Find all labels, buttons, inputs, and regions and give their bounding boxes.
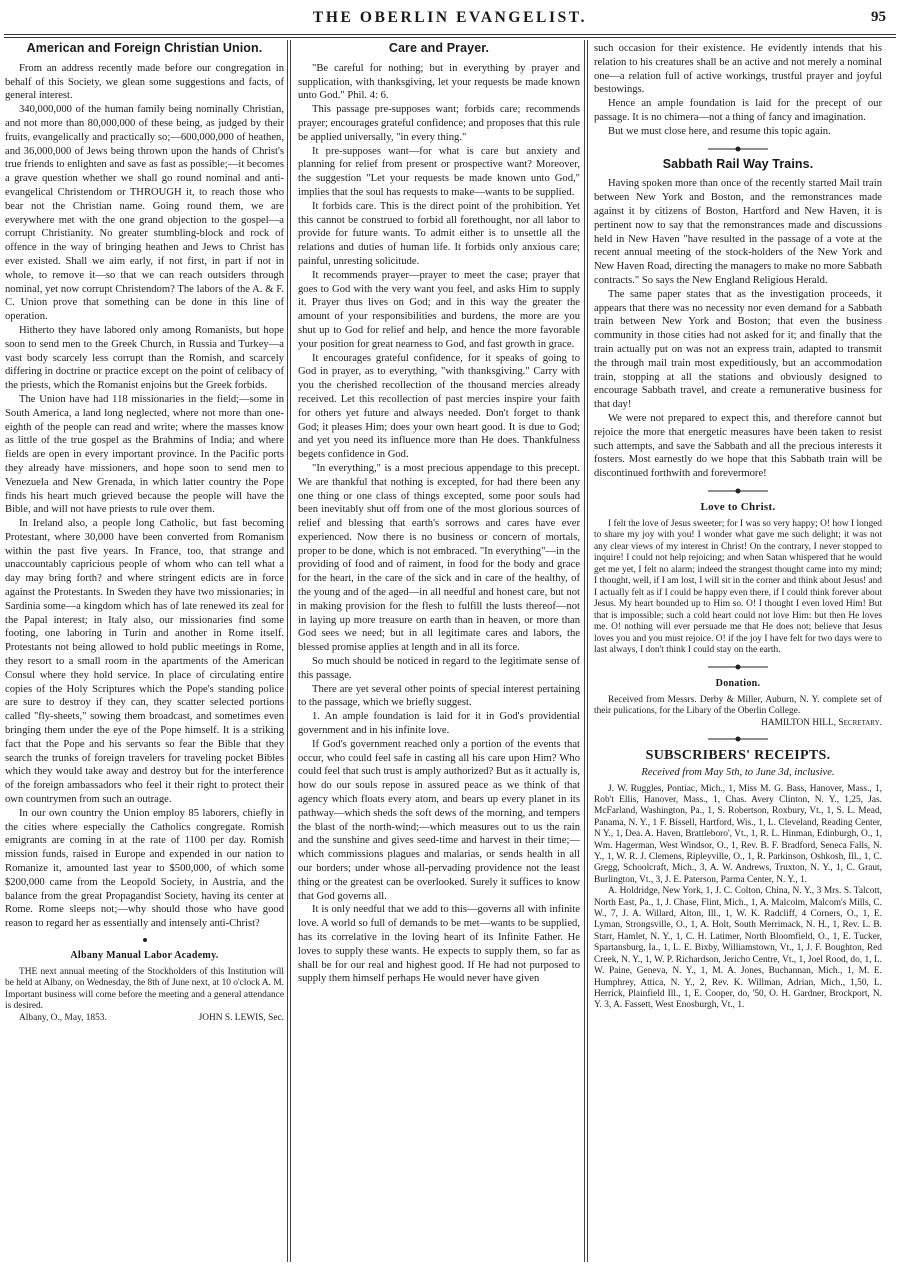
paragraph: In Ireland also, a people long Catholic, but fast becoming Protestant, where 30,000 have been converted from Romanism within the past five years. In France, too, that strange and unaccountably capricious people of whom who can tell what a day may bring forth? and where stringent edicts are in force against the Protestants. In Sweden they have two missionaries; in Sardinia some—a kingdom which has of late renewed its zeal for the Papal interest; in Italy also, our missionaries find some footing, one laboring in Turin and another in Rome itself. Protestants not being allowed to hold public meetings in Rome, they resort to a small room in the apartments of the American Consul where they hold service. In place of circulating entire copies of the Holy Scriptures which the Pope's standing police are sure to destroy if they can, they scatter selected portions called "fly-sheets," sowing them broadcast, and sometimes even bringing them under the eye of the Pope himself. It is a striking fact that the Pope and his servants so fear the Bible that they search the trunks of foreign travelers for traveling pocket Bibles which they would take away and destroy but for the interference of the foreign ambassadors who feel it their right to protect their own countrymen from such an outrage. — [5, 518, 284, 806]
donation-signature: HAMILTON HILL, Secretary. — [761, 717, 882, 728]
page-header — [0, 0, 900, 36]
header-rule-2 — [4, 37, 896, 38]
paragraph: There are yet several other points of special interest pertaining to the passage, which we briefly suggest. — [298, 683, 580, 709]
page-number: 95 — [871, 9, 886, 25]
paragraph: It encourages grateful confidence, for it speaks of going to God in prayer, as to everything, "with thanksgiving." Carry with you the cherished recollection of the thousand mercies already received. Let this recollection of past mercies inspire your faith for others yet future and always needed. Don't forget to thank God; it pleases Him; does your own heart good. It is due to God; and yet you need its influence more than He does. Thankfulness begets confidence in God. — [298, 352, 580, 461]
rule-ornament — [708, 663, 768, 671]
paragraph: This passage pre-supposes want; forbids care; recommends prayer; encourages grateful confidence; and proposes that this rule be applied universally, "in every thing." — [298, 104, 580, 143]
rule-ornament — [708, 145, 768, 153]
receipts-title: SUBSCRIBERS' RECEIPTS. — [645, 748, 831, 763]
donation-title: Donation. — [715, 677, 761, 689]
paragraph: It pre-supposes want—for what is care but anxiety and planning for relief from present or prospective want? Moreover, the suggestion "Let your requests be made known unto God," implies that the soul has requests to make—wants to be supplied. — [298, 145, 580, 198]
article-title: American and Foreign Christian Union. — [26, 42, 263, 55]
paragraph: It recommends prayer—prayer to meet the case; prayer that goes to God with the very want you feel, and asks Him to supply it. Prayer thus lives on God; and in this way the greater the amount of your responsibilities and burdens, the more are you shut up to God for relief and help, and hence the more favorable your position for great nearness to God, and fast growth in grace. — [298, 269, 580, 350]
notice-footer — [5, 1013, 284, 1025]
paragraph: In our own country the Union employ 85 laborers, chiefly in the cities where especially the Catholics congregate. Romish emigrants are coming in at the rate of 1100 per day. Romish mission funds, raised in Europe and expended in our nation to Romanize it, amounted last year to $500,000, of which some $200,000 came from the Leopold Society, in Austria, and the balance from the great Propagandist Society, having its center at Rome. Rome sleeps not;—why should those who have good reason to regard her as essentially and intensely anti-Christ? — [5, 807, 284, 930]
notice-title: Albany Manual Labor Academy. — [70, 950, 219, 961]
notice-signature: JOHN S. LEWIS, Sec. — [198, 1012, 284, 1023]
rule-ornament — [708, 735, 768, 743]
column-divider — [287, 40, 291, 1262]
paragraph: The same paper states that as the investigation proceeds, it appears that there was no necessity nor even demand for a Sabbath train between New York and Boston; that even the business community in those cities had not asked for it; and finally that the train actually put on was not an express train, adapted to transmit the through mail train most expeditiously, but an accommodation train, stopping at all the stations and obviously designed to encourage Sabbath travel, and create a remunerative business for that day! — [594, 288, 882, 411]
paragraph: 340,000,000 of the human family being nominally Christian, and not more than 80,000,000 of these being, as judged by their fruits, evangelically and practically so;—600,000,000 of heathen, and 36,000,000 of Jews being thrown upon the hands of Christ's true friends to enlighten and save as fast as possible;—it becomes a grave question whether we shall go round nominal and anti-evangelical Christendom or THROUGH it, to reach those who bear not the Christian name. Going round them, we are everywhere met with the one grand objection to the gospel—a corrupt Christianity. No greater stumbling-block and rock of offence in the way of bringing heathen and Jews to Christ has ever existed. Shall we aim early, if not first, in part if not in whole, to remove it—so that we can reach outsiders through nominal, yet now corrupt Christendom? The labors of the A. & F. C. Union prove that something can be done in this line of operation. — [5, 104, 284, 323]
paragraph: 1. An ample foundation is laid for it in God's providential government and in his infinite love. — [298, 711, 580, 737]
paragraph: The Union have had 118 missionaries in the field;—some in South America, a land long neglected, where not more than one-eighth of the people can read and write; where the masses know as little of the true gospel as the Brahmins of India; and where fields are open in every important province. In the Pacific ports they already have missioners, and hope soon to send men to Venezuela and New Grenada, in which latter country the Pope finds his heart much grieved because the people will have the Bible, and will not have priests to rule over them. — [5, 393, 284, 516]
bullet-ornament — [140, 937, 150, 943]
paragraph: "In everything," is a most precious appendage to this precept. We are thankful that nothing is excepted, for had there been any one thing or one class of things excepted, some poor souls had been inevitably shut off from one of the most glorious sources of relief and blessing that earth's sorrows and cares have ever experienced. Now there is no business or concern of mortals, proper to be done, which is not embraced. "In everything"—in the providing of food and of raiment, in food for the body and grace for the heart, in the care of the sick and in care of the healthy, of the young and of the aged—in all needful and honest care, but not in making provision for the flesh to fulfill the lusts thereof—not in laying up more treasure on earth than in heaven, or more than God sees we need; but in all legitimate cares and labors, the blessed promise applies at length and in all its force. — [298, 462, 580, 654]
paragraph: Having spoken more than once of the recently started Mail train between New York and Boston, and the remonstrances made against it by citizens of Boston, Hartford and New Haven, it is pertinent now to say that the remonstrances made and discussions held in New Haven "have resulted in the passage of a vote at the recent annual meeting of the stock-holders of the New York and New Haven Road, directing the managers to make no more Sabbath contracts." So says the New England Religious Herald. — [594, 178, 882, 286]
receipts-range: Received from May 5th, to June 3d, inclusive. — [641, 766, 835, 778]
column-1 — [5, 42, 284, 1024]
article-title: Sabbath Rail Way Trains. — [662, 156, 814, 171]
paragraph: Hence an ample foundation is laid for the precept of our passage. It is no chimera—not a thing of fancy and imagination. — [594, 98, 882, 123]
paragraph: From an address recently made before our congregation in behalf of this Society, we glean some suggestions and facts, of general interest. — [5, 62, 284, 102]
paragraph: "Be careful for nothing; but in everything by prayer and supplication, with thanksgiving, let your requests be made known unto God." Phil. 4: 6. — [298, 62, 580, 102]
paragraph: I felt the love of Jesus sweeter; for I was so very happy; O! how I longed to share my joy with you! I wonder what gave me such delight; it was not any clear views of my interest in Christ! On the contrary, I never stopped to inquire! I could not help rejoicing; and when Satan whispered that he would get me yet, I felt no alarm; indeed the strangest thought came into my mind; I thought, well, if I am lost, I will sit in the corner and think about Jesus! and I actually felt as if I could be happy even there, if I could think forever about Jesus. My heart bounded up to Him so. O! I thought I even loved Him! But that is impossible; such a cold heart could not love Him: but then He loves me. O! nothing will ever persuade me that He does not; believe that Jesus loves you and you must rejoice. O! if the joy I have felt for two days were to last always, I don't think I could stay on the earth. — [594, 518, 882, 656]
header-rule — [4, 34, 896, 35]
column-2 — [298, 42, 580, 986]
receipts-list: J. W. Ruggles, Pontiac, Mich., 1, Miss M. G. Bass, Hanover, Mass., 1, Rob't Ellis, Hanover, Mass., 1, Chas. Avery Clinton, N. Y., 1,25, Jas. McFarland, Washington, Pa., 1, S. Robertson, Roxbury, Vt., 1, S. L. Mead, Panama, N. Y., 1 F. Bissell, Hartford, Wis., 1, L. Cleveland, Reading Center, N Y., 1, Dea. A. Haven, Brattleboro', Vt., 1, R. L. Hinman, Edinburgh, O., 1, Wm. Hagerman, West Windsor, O., 1, Rev. B. F. Bradford, Seneca Falls, N. Y., 1, W. R. J. Clemens, Ripleyville, O., 1, R. Parkinson, Oshkosh, Ill., 1, C. Gregg, Schoolcraft, Mich., 3, A. W. Andrews, Truxton, N. Y., 1, C. Graut, Burlington, Vt., 3, J. E. Paterson, Parma Center, N. Y., 1. — [594, 783, 882, 885]
paragraph: But we must close here, and resume this topic again. — [608, 125, 831, 137]
paragraph: So much should be noticed in regard to the legitimate sense of this passage. — [298, 656, 580, 681]
masthead-title: THE OBERLIN EVANGELIST. — [312, 9, 588, 26]
paragraph: It is only needful that we add to this—governs all with infinite love. A world so full of demands to be met—wants to be supplied, has its correlative in the loving heart of its Infinite Father. He loves to supply these wants. He expects to supply them, so far as shall be for our real and highest good. If He had not purposed to supply them himself perhaps He would never have given — [298, 904, 580, 985]
article-title: Love to Christ. — [700, 500, 776, 513]
notice-text: THE next annual meeting of the Stockholders of this Institution will be held at Albany, on Wednesday, the 8th of June next, at 10 o'clock A. M. Important business will come before the meeting and a general attendance is desired. — [5, 966, 284, 1012]
column-divider — [584, 40, 588, 1262]
column-3 — [594, 42, 882, 1012]
paragraph: such occasion for their existence. He evidently intends that his relation to his creatures shall be an active and not merely a nominal one—a relation full of active workings, trustful prayer and joyful bestowings. — [594, 43, 882, 96]
notice-place-date: Albany, O., May, 1853. — [19, 1012, 107, 1023]
paragraph: Hitherto they have labored only among Romanists, but hope soon to send men to the Greek Church, in Russia and Turkey—a vast body scarcely less corrupt than the Romish, and scarcely differing in doctrine or practice except on the point of celibacy of the priests, which the Romanist enjoins but the Greek forbids. — [5, 324, 284, 392]
donation-text: Received from Messrs. Derby & Miller, Auburn, N. Y. complete set of their pulications, for the Libary of the Oberlin College. — [594, 694, 882, 716]
paragraph: It forbids care. This is the direct point of the prohibition. Yet this cannot be construed to forbid all forethought, nor all labor to provide for future wants. To admit either is to unsettle all the relations and duties of human life. It forbids only anxious care; painful, unresting solicitude. — [298, 200, 580, 267]
article-title: Care and Prayer. — [388, 42, 490, 55]
paragraph: We were not prepared to expect this, and therefore cannot but rejoice the more that energetic measures have been taken to resist such attempts, and save the Sabbath and all the precious interests it fosters. Most earnestly do we hope that this Sabbath train will be discontinued forthwith and forevermore! — [594, 412, 882, 480]
receipts-list: A. Holdridge, New York, 1, J. C. Colton, China, N. Y., 3 Mrs. S. Talcott, North East, Pa., 1, J. Chase, Flint, Mich., 1, A. Malcolm, Malcom's Mills, C. W., 7, J. A. Willard, Alton, Ill., 1, W. K. Radcliff, 4 Corners, O., 1, E. Lyman, Strongsville, O., 1, A. Holt, South Merrimack, N. H., 1, Rev. L. B. Starr, Hamlet, N. Y., 1, C. H. Latimer, North Bloomfield, O., 1, E. Tucker, Spartansburg, Ia., 1, L. E. Bixby, Williamstown, Vt., 1, J. F. Boughton, Red Creek, N. Y., 1, W. P. Richardson, Jericho Centre, Vt., 1, Joel Rood, do, 1, L. W. Paine, Geneva, N. Y., 1, M. A. Jones, Buchannan, Mich., 1, M. E. Humphrey, Attica, N. Y., 2, Rev. K. Willman, Adrian, Mich., 1,50, L. Herrick, Plainfield Ill., 1, E. Cooper, do, '50, O. H. Gardner, Brockport, N. Y. 3, A. Fassett, West Enosburgh, Vt., 1. — [594, 886, 882, 1011]
rule-ornament — [708, 487, 768, 495]
paragraph: If God's government reached only a portion of the events that occur, who could feel safe in casting all his care upon Him? Who could feel that such trust is amply authorized? But as it actually is, how do our souls repose in assured peace as we think of that agency which floats every atom, and bears up every planet in its pathway—which sheds the soft dews of the morning, and tempers the blast of the north-wind;—which measures out to us the rain and the sunshine and gives seed-time and harvest in their time;—which commissions plagues and malarias, or sends health in all our borders; under whose all-pervading providence not the least thing or the greatest can be overlooked. Surely it suffices to know that God governs all. — [298, 738, 580, 902]
